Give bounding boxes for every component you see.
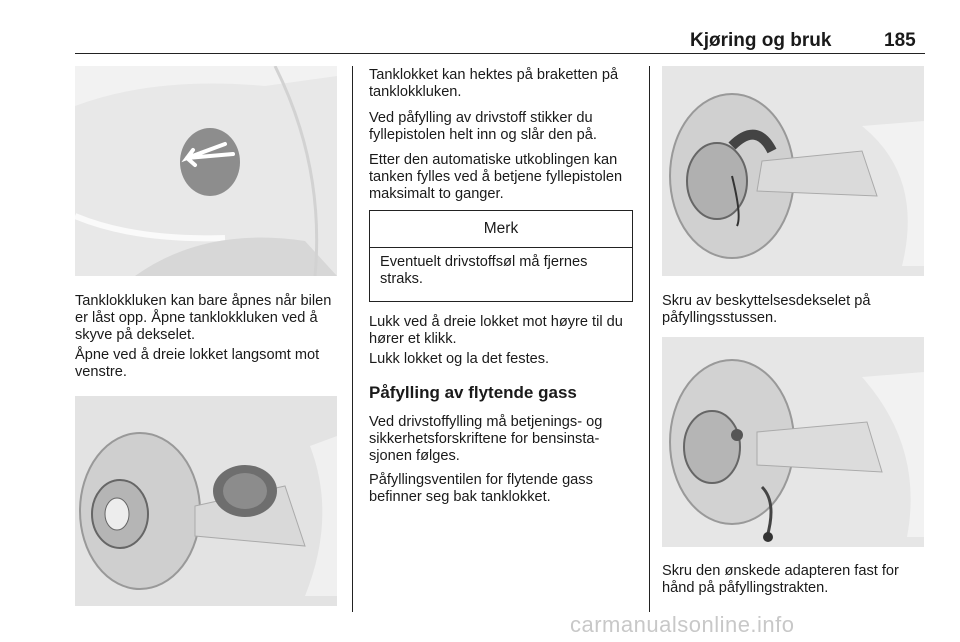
header-rule bbox=[75, 53, 925, 54]
fuel-cap-open-image bbox=[75, 396, 337, 606]
paragraph: Lukk ved å dreie lokket mot høyre til du hører et klikk. bbox=[369, 314, 623, 347]
note-box bbox=[369, 210, 633, 302]
paragraph: Påfyllingsventilen for flytende gass befinner seg bak tanklokket. bbox=[369, 472, 593, 505]
paragraph: Etter den automatiske utkoblingen kan tanken fylles ved å betjene fyllepistolen maksimalt to ganger. bbox=[369, 152, 623, 202]
lpg-adapter-image bbox=[662, 337, 924, 547]
paragraph: Ved påfylling av drivstoff stikker du fyllepistolen helt inn og slår den på. bbox=[369, 110, 597, 143]
column-divider-left bbox=[352, 66, 353, 612]
paragraph: Ved drivstoffylling må betjenings- og sikkerhetsforskriftene for bensinstasjonen følges. bbox=[369, 414, 603, 464]
paragraph: Tanklokket kan hektes på braketten på tanklokkluken. bbox=[369, 67, 619, 100]
paragraph: Tanklokkluken kan bare åpnes når bilen er låst opp. Åpne tanklokkluken ved å skyve på dekselet. bbox=[75, 293, 332, 343]
paragraph: Skru av beskyttelsesdekselet på påfyllingsstussen. bbox=[662, 293, 871, 326]
paragraph: Lukk lokket og la det festes. bbox=[369, 351, 550, 367]
watermark: carmanualsonline.info bbox=[570, 612, 795, 637]
paragraph: Skru den ønskede adapteren fast for hånd på påfyllingstrakten. bbox=[662, 563, 899, 596]
fuel-flap-image bbox=[75, 66, 337, 276]
page-number: 185 bbox=[884, 30, 916, 51]
paragraph: Åpne ved å dreie lokket langsomt mot venstre. bbox=[75, 347, 320, 380]
note-body: Eventuelt drivstoffsøl må fjernes straks. bbox=[380, 254, 588, 287]
column-divider-right bbox=[649, 66, 650, 612]
section-title: Kjøring og bruk bbox=[690, 30, 832, 51]
note-title: Merk bbox=[370, 211, 632, 248]
section-heading: Påfylling av flytende gass bbox=[369, 383, 577, 402]
lpg-cap-removal-image bbox=[662, 66, 924, 276]
